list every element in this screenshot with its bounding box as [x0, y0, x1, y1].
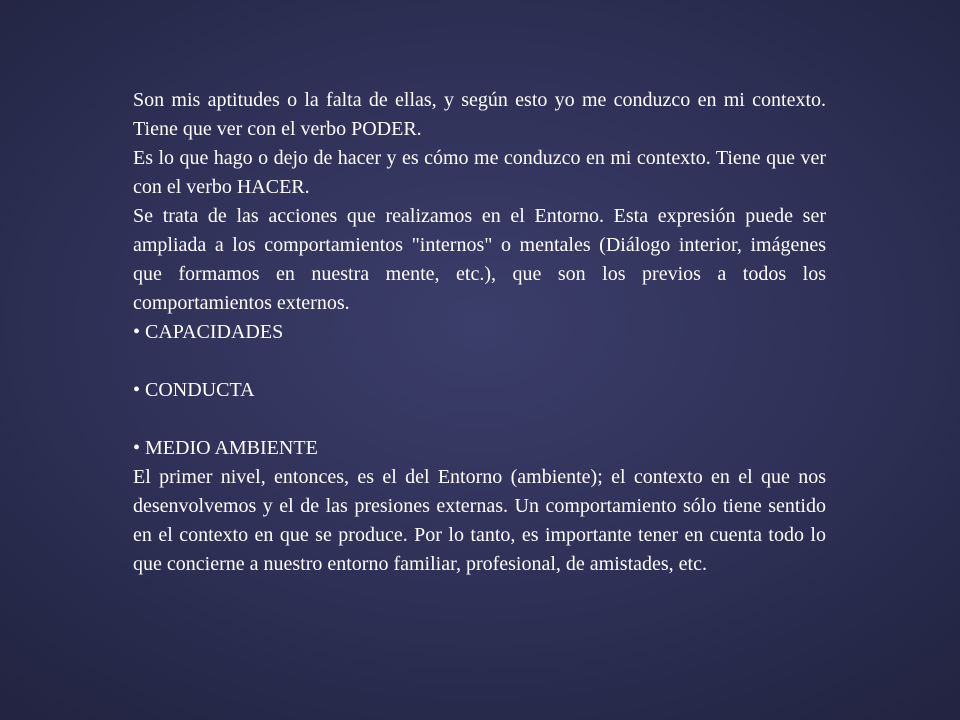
bullet-mark: • — [133, 321, 141, 343]
paragraph-conducta: Es lo que hago o dejo de hacer y es cómo me conduzco en mi contexto. Tiene que ver con el verbo HACER. — [133, 147, 826, 198]
bullet-label: CAPACIDADES — [145, 321, 284, 343]
bullet-mark: • — [133, 379, 141, 401]
paragraph-entorno: El primer nivel, entonces, es el del Entorno (ambiente); el contexto en el que nos desenvolvemos y el de las presiones externas. Un comportamiento sólo tiene sentido en el contexto en que se produce. Por lo tanto, es importante tener en cuenta todo lo que concierne a nuestro entorno familiar, profesional, de amistades, etc. — [133, 466, 826, 575]
bullet-capacidades — [133, 318, 826, 347]
paragraph-acciones: Se trata de las acciones que realizamos en el Entorno. Esta expresión puede ser ampliada a los comportamientos "internos" o mentales (Diálogo interior, imágenes que formamos en nuestra mente, etc.), que son los previos a todos los comportamientos externos. — [133, 205, 826, 314]
line-spacer — [133, 347, 826, 376]
paragraph-capacidades: Son mis aptitudes o la falta de ellas, y según esto yo me conduzco en mi contexto. Tiene que ver con el verbo PODER. — [133, 89, 826, 140]
line-spacer — [133, 405, 826, 434]
bullet-mark: • — [133, 437, 141, 459]
bullet-label: MEDIO AMBIENTE — [145, 437, 318, 459]
slide-text-block — [133, 86, 826, 579]
bullet-medio-ambiente — [133, 434, 826, 463]
bullet-conducta — [133, 376, 826, 405]
bullet-label: CONDUCTA — [145, 379, 255, 401]
